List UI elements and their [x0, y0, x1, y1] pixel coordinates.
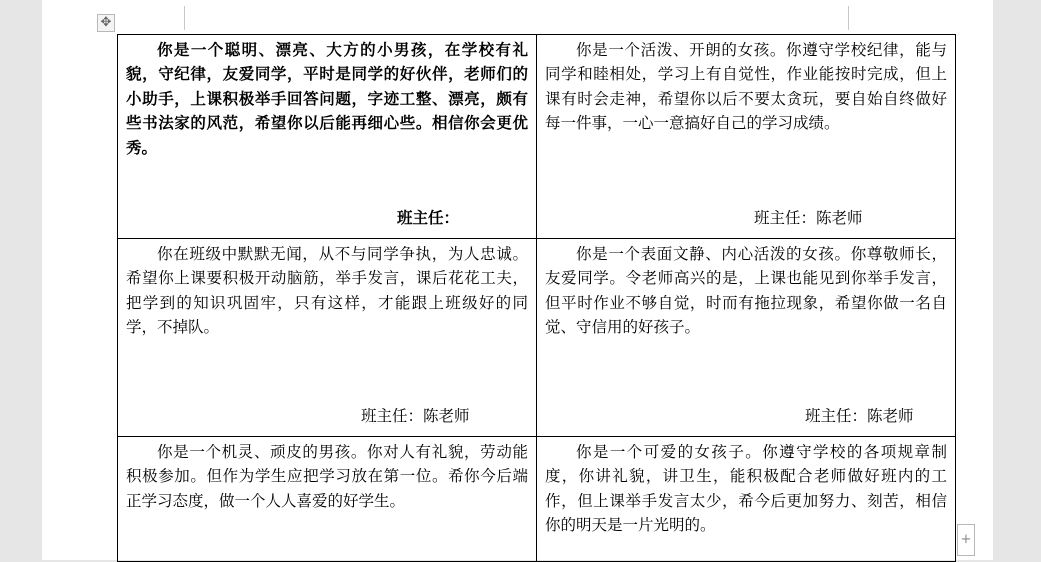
teacher-signature: 班主任：陈老师 — [361, 407, 470, 425]
teacher-signature: 班主任： — [397, 209, 460, 227]
teacher-signature: 班主任：陈老师 — [754, 209, 863, 227]
comment-text: 你是一个表面文静、内心活泼的女孩。你尊敬师长，友爱同学。令老师高兴的是，上课也能见到你举手发言，但平时作业不够自觉，时而有拖拉现象，希望你做一名自觉、守信用的好孩子。 — [545, 245, 947, 337]
right-margin-marker — [848, 6, 849, 30]
comment-text: 你是一个活泼、开朗的女孩。你遵守学校纪律，能与同学和睦相处，学习上有自觉性，作业能按时完成，但上课有时会走神，希望你以后不要太贪玩，要自始自终做好每一件事，一心一意搞好自己的学习成绩。 — [545, 41, 947, 133]
teacher-signature: 班主任：陈老师 — [805, 407, 914, 425]
table-cell[interactable] — [118, 35, 537, 239]
table-cell[interactable] — [537, 239, 956, 437]
table-cell[interactable] — [118, 437, 537, 562]
table-cell[interactable] — [537, 35, 956, 239]
left-margin-marker — [184, 6, 185, 30]
table-row — [118, 239, 956, 437]
comment-text: 你在班级中默默无闻，从不与同学争执，为人忠诚。希望你上课要积极开动脑筋，举手发言，课后花花工夫，把学到的知识巩固牢，只有这样，才能跟上班级好的同学，不掉队。 — [126, 245, 528, 337]
move-arrows-icon[interactable]: ✥ — [97, 14, 115, 32]
comment-text: 你是一个聪明、漂亮、大方的小男孩，在学校有礼貌，守纪律，友爱同学，平时是同学的好伙伴，老师们的小助手，上课积极举手回答问题，字迹工整、漂亮，颇有些书法家的风范，希望你以后能再细心些。相信你会更优秀。 — [126, 41, 528, 157]
table-row — [118, 35, 956, 239]
comment-text: 你是一个机灵、顽皮的男孩。你对人有礼貌，劳动能积极参加。但作为学生应把学习放在第一位。希你今后端正学习态度，做一个人人喜爱的好学生。 — [126, 443, 528, 510]
table-cell[interactable] — [537, 437, 956, 562]
table-cell[interactable] — [118, 239, 537, 437]
comment-text: 你是一个可爱的女孩子。你遵守学校的各项规章制度，你讲礼貌，讲卫生，能积极配合老师做好班内的工作，但上课举手发言太少，希今后更加努力、刻苦，相信你的明天是一片光明的。 — [545, 443, 947, 535]
plus-icon[interactable]: + — [957, 524, 975, 556]
table-row — [118, 437, 956, 562]
comments-table — [117, 34, 956, 562]
